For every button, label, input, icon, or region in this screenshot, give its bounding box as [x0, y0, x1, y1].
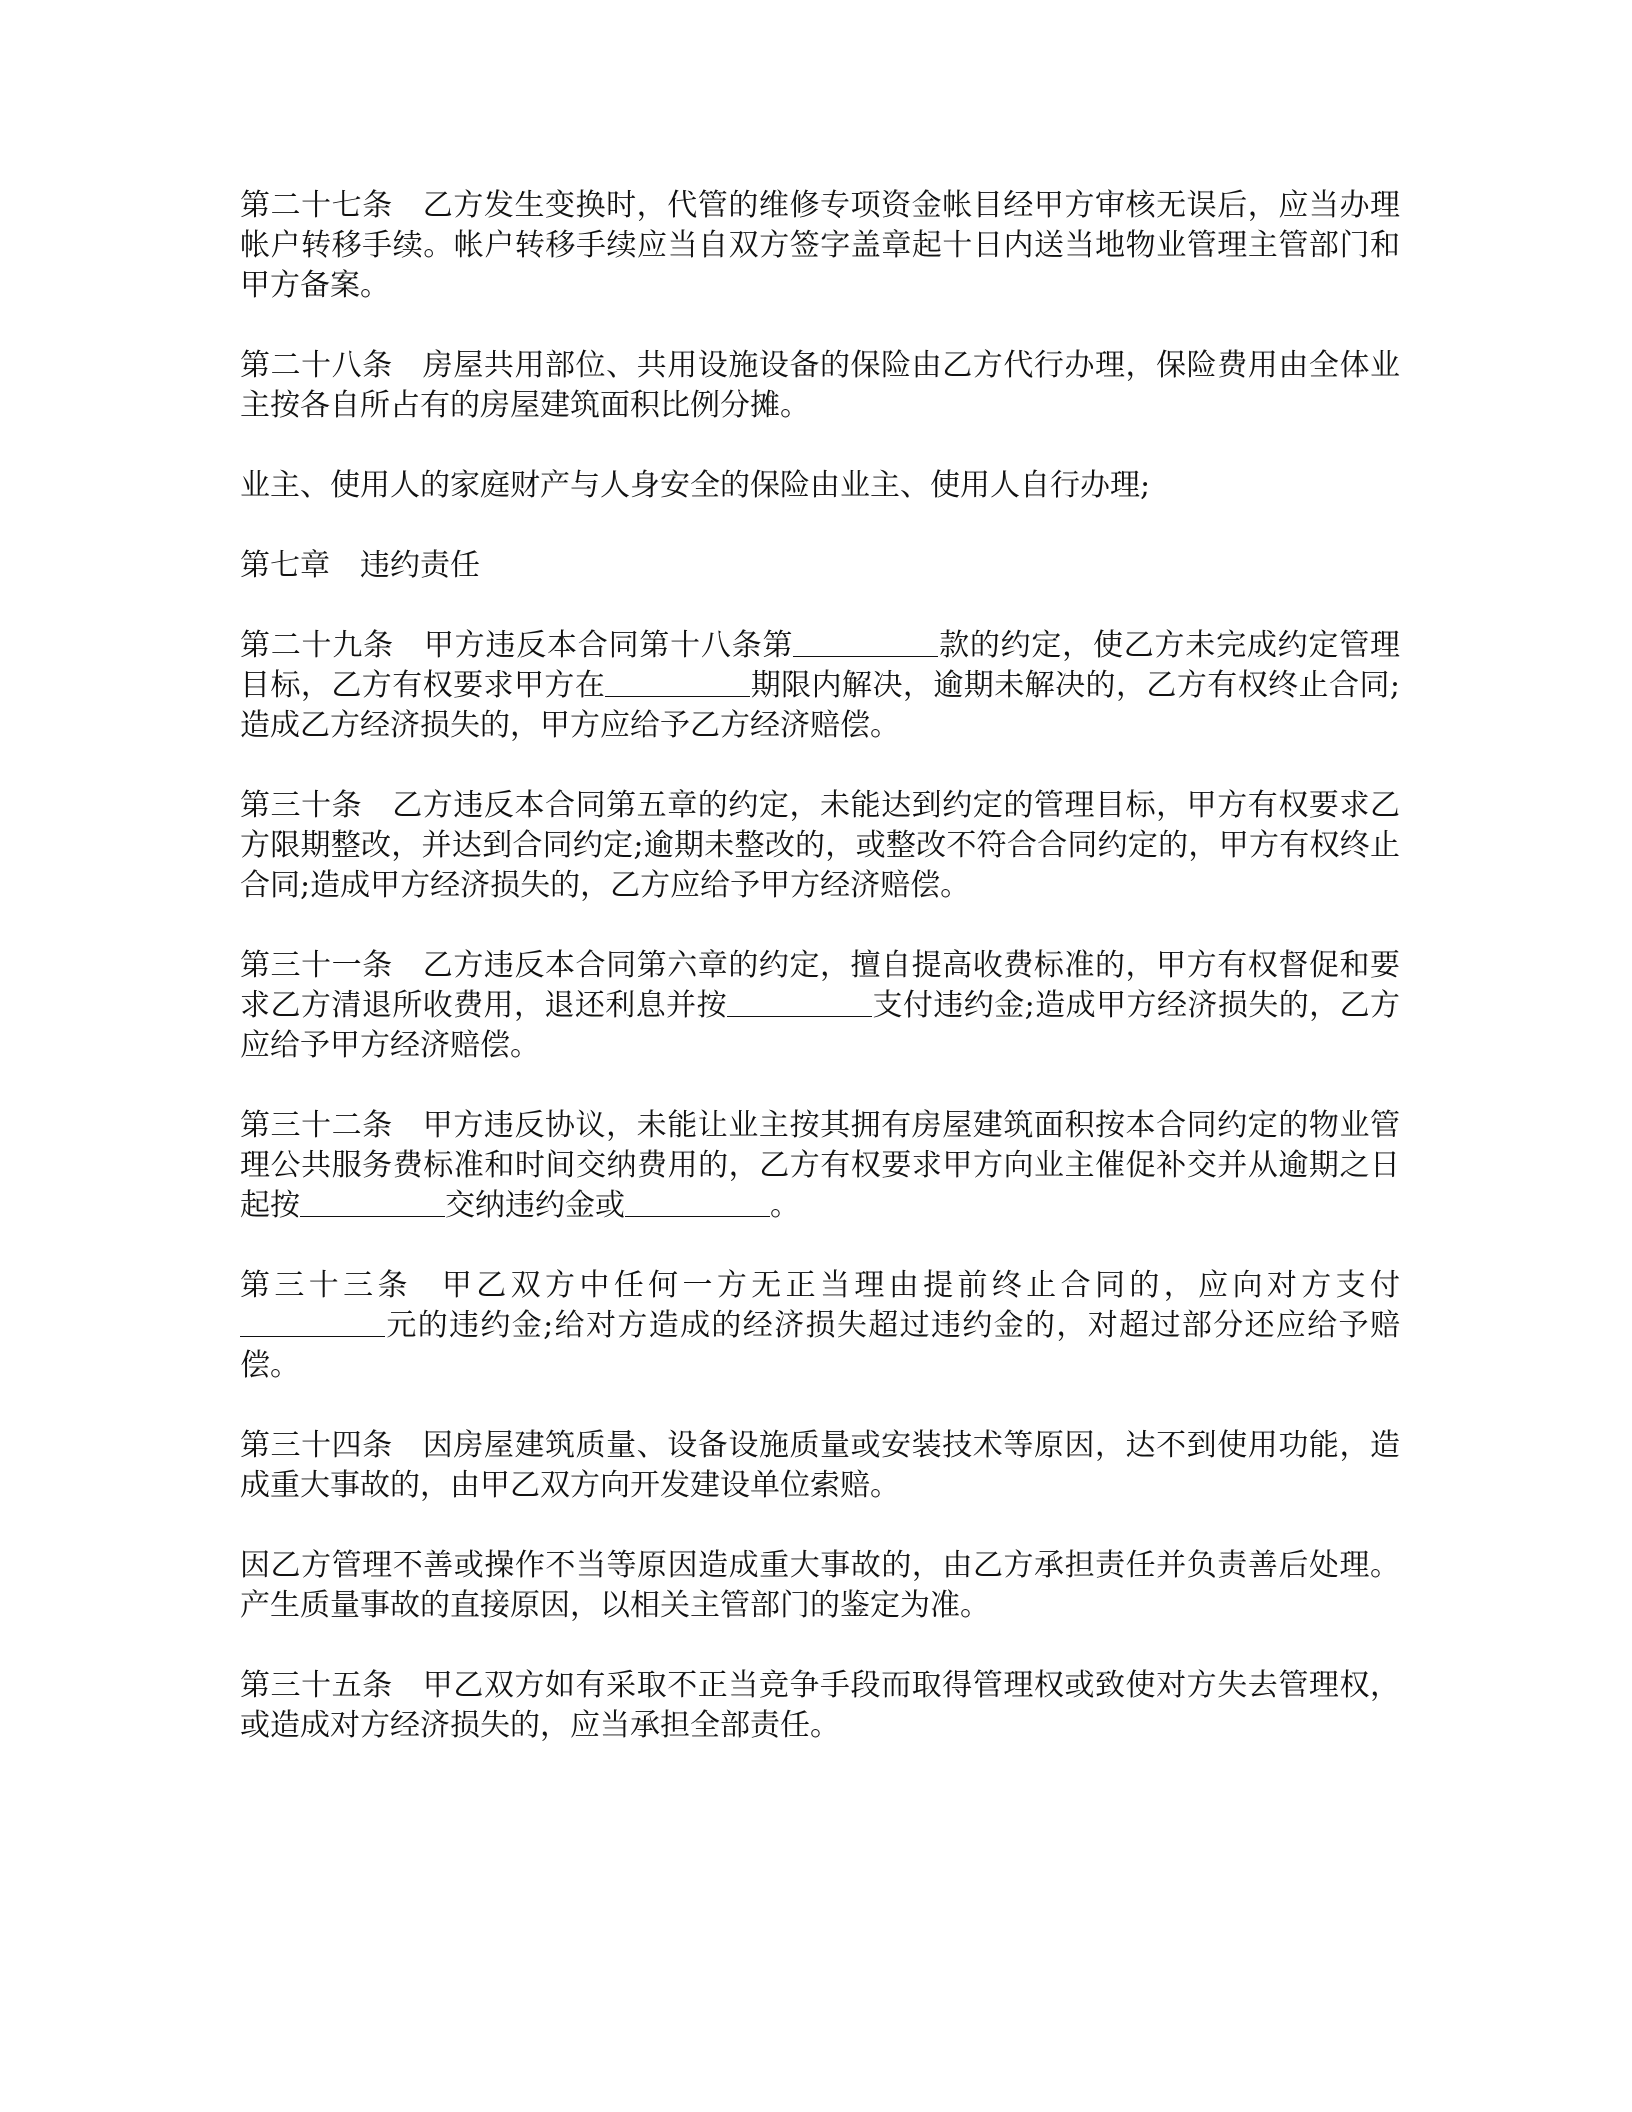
article-heading: 第二十八条	[240, 348, 393, 383]
chapter-heading	[240, 546, 1400, 586]
article-text: 房屋共用部位、共用设施设备的保险由乙方代行办理，保险费用由全体业主按各自所占有的房屋建筑面积比例分摊。	[240, 348, 1401, 423]
article-30	[240, 786, 1400, 906]
article-text: 交纳违约金或	[445, 1188, 625, 1223]
fill-in-blank	[793, 628, 938, 657]
article-heading: 第三十二条	[240, 1108, 393, 1143]
article-text: 甲乙双方中任何一方无正当理由提前终止合同的，应向对方支付	[441, 1268, 1400, 1303]
article-heading: 第二十九条	[240, 628, 394, 663]
document-body	[240, 186, 1400, 1786]
article-27	[240, 186, 1400, 306]
article-32	[240, 1106, 1400, 1226]
article-text: 甲方违反本合同第十八条第	[423, 628, 794, 663]
article-text: 乙方发生变换时，代管的维修专项资金帐目经甲方审核无误后，应当办理帐户转移手续。帐户转移手续应当自双方签字盖章起十日内送当地物业管理主管部门和甲方备案。	[240, 188, 1401, 303]
article-heading: 第三十五条	[240, 1668, 393, 1703]
article-text: 甲方违反协议，未能让业主按其拥有房屋建筑面积按本合同约定的物业管理公共服务费标准和时间交纳费用的，乙方有权要求甲方向业主催促补交并从逾期之日起按	[240, 1108, 1401, 1223]
article-text: 支付违约金;造成甲方经济损失的，乙方应给予甲方经济赔偿。	[240, 988, 1401, 1063]
article-33	[240, 1266, 1400, 1386]
article-31	[240, 946, 1400, 1066]
article-heading: 第三十三条	[240, 1268, 412, 1303]
article-heading: 第三十条	[240, 788, 363, 823]
article-text: 因房屋建筑质量、设备设施质量或安装技术等原因，达不到使用功能，造成重大事故的，由甲乙双方向开发建设单位索赔。	[240, 1428, 1401, 1503]
article-text: 元的违约金;给对方造成的经济损失超过违约金的，对超过部分还应给予赔偿。	[240, 1308, 1400, 1383]
article-text: 乙方违反本合同第五章的约定，未能达到约定的管理目标，甲方有权要求乙方限期整改，并达到合同约定;逾期未整改的，或整改不符合合同约定的，甲方有权终止合同;造成甲方经济损失的，乙方应给予甲方经济赔偿。	[240, 788, 1401, 903]
article-heading: 第二十七条	[240, 188, 393, 223]
article-heading: 第三十一条	[240, 948, 393, 983]
fill-in-blank	[727, 988, 872, 1017]
fill-in-blank	[605, 668, 750, 697]
article-heading: 第三十四条	[240, 1428, 393, 1463]
paragraph-text: 因乙方管理不善或操作不当等原因造成重大事故的，由乙方承担责任并负责善后处理。产生质量事故的直接原因，以相关主管部门的鉴定为准。	[240, 1548, 1400, 1623]
liability-note	[240, 1546, 1400, 1626]
article-34	[240, 1426, 1400, 1506]
article-text: 款的约定，使乙方未完成约定管理目标，乙方有权要求甲方在	[240, 628, 1400, 703]
chapter-title: 违约责任	[360, 548, 480, 583]
fill-in-blank	[240, 1308, 385, 1337]
fill-in-blank	[300, 1188, 445, 1217]
article-29	[240, 626, 1400, 746]
fill-in-blank	[625, 1188, 770, 1217]
chapter-number: 第七章	[240, 548, 330, 583]
paragraph-text: 业主、使用人的家庭财产与人身安全的保险由业主、使用人自行办理;	[240, 468, 1151, 503]
article-text: 甲乙双方如有采取不正当竞争手段而取得管理权或致使对方失去管理权，或造成对方经济损失的，应当承担全部责任。	[240, 1668, 1401, 1743]
article-text: 。	[770, 1188, 800, 1223]
insurance-note	[240, 466, 1400, 506]
article-28	[240, 346, 1400, 426]
article-text: 期限内解决，逾期未解决的，乙方有权终止合同;造成乙方经济损失的，甲方应给予乙方经济赔偿。	[240, 668, 1401, 743]
article-35	[240, 1666, 1400, 1746]
article-text: 乙方违反本合同第六章的约定，擅自提高收费标准的，甲方有权督促和要求乙方清退所收费用，退还利息并按	[240, 948, 1401, 1023]
